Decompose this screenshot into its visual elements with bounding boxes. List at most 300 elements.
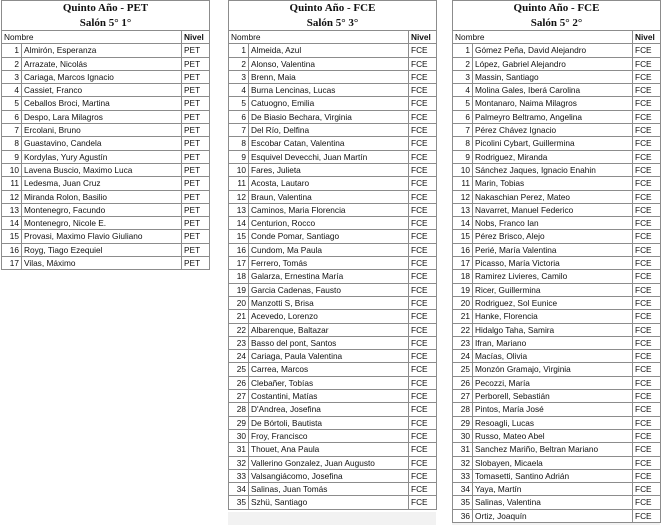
table-row xyxy=(453,310,661,323)
student-name: Molina Gales, Iberá Carolina xyxy=(473,84,633,97)
row-number: 10 xyxy=(2,163,22,176)
table-row xyxy=(453,469,661,482)
student-name: Clebañer, Tobías xyxy=(249,376,409,389)
student-level: FCE xyxy=(409,283,437,296)
row-number: 11 xyxy=(229,177,249,190)
table-row xyxy=(453,217,661,230)
student-name: Perborell, Sebastián xyxy=(473,390,633,403)
row-number: 2 xyxy=(229,57,249,70)
student-level: FCE xyxy=(409,310,437,323)
student-level: FCE xyxy=(633,483,661,496)
student-level: FCE xyxy=(633,217,661,230)
table-row xyxy=(453,190,661,203)
table-row xyxy=(453,323,661,336)
table-subtitle-row xyxy=(229,16,437,31)
student-name: Pecozzi, María xyxy=(473,376,633,389)
student-level: FCE xyxy=(409,363,437,376)
table-row xyxy=(453,57,661,70)
student-level: PET xyxy=(182,137,210,150)
student-level: FCE xyxy=(633,443,661,456)
row-number: 20 xyxy=(229,296,249,309)
student-level: FCE xyxy=(633,150,661,163)
student-level: FCE xyxy=(409,177,437,190)
table-row xyxy=(2,97,210,110)
row-number: 6 xyxy=(453,110,473,123)
table-subtitle-row xyxy=(2,16,210,31)
table-row xyxy=(229,310,437,323)
row-number: 12 xyxy=(453,190,473,203)
student-level: FCE xyxy=(633,416,661,429)
student-name: Cassiet, Franco xyxy=(22,84,182,97)
row-number: 32 xyxy=(453,456,473,469)
row-number: 33 xyxy=(453,469,473,482)
row-number: 7 xyxy=(229,124,249,137)
student-name: Almirón, Esperanza xyxy=(22,44,182,57)
student-name: Pintos, María José xyxy=(473,403,633,416)
student-level: FCE xyxy=(633,270,661,283)
student-name: Picolini Cybart, Guillermina xyxy=(473,137,633,150)
table-row xyxy=(229,203,437,216)
table-row xyxy=(453,124,661,137)
row-number: 30 xyxy=(229,429,249,442)
table-row xyxy=(2,177,210,190)
student-name: Kordylas, Yury Agustín xyxy=(22,150,182,163)
student-name: Carrea, Marcos xyxy=(249,363,409,376)
table-row xyxy=(453,496,661,509)
table-row xyxy=(453,150,661,163)
student-level: FCE xyxy=(633,70,661,83)
table-row xyxy=(453,270,661,283)
row-number: 10 xyxy=(453,163,473,176)
row-number: 10 xyxy=(229,163,249,176)
row-number: 8 xyxy=(229,137,249,150)
table-row xyxy=(453,296,661,309)
student-name: Macías, Olivia xyxy=(473,350,633,363)
row-number: 32 xyxy=(229,456,249,469)
student-name: Vallerino Gonzalez, Juan Augusto xyxy=(249,456,409,469)
row-number: 3 xyxy=(229,70,249,83)
column-header-nivel: Nivel xyxy=(409,31,437,44)
student-name: Acosta, Lautaro xyxy=(249,177,409,190)
row-number: 15 xyxy=(229,230,249,243)
table-subtitle: Salón 5° 2° xyxy=(453,16,661,31)
student-level: FCE xyxy=(633,363,661,376)
table-row xyxy=(229,270,437,283)
row-number: 4 xyxy=(453,84,473,97)
table-row xyxy=(229,124,437,137)
table-title: Quinto Año - FCE xyxy=(229,1,437,16)
table-row xyxy=(453,44,661,57)
table-row xyxy=(453,137,661,150)
table-row xyxy=(453,110,661,123)
table-row xyxy=(453,363,661,376)
student-name: Ortiz, Joaquín xyxy=(473,509,633,522)
student-level: FCE xyxy=(409,296,437,309)
row-number: 34 xyxy=(229,483,249,496)
student-level: PET xyxy=(182,70,210,83)
table-row xyxy=(229,296,437,309)
row-number: 17 xyxy=(453,257,473,270)
student-name: Russo, Mateo Abel xyxy=(473,429,633,442)
table-title: Quinto Año - FCE xyxy=(453,1,661,16)
student-level: FCE xyxy=(409,336,437,349)
row-number: 19 xyxy=(229,283,249,296)
student-name: Perié, María Valentina xyxy=(473,243,633,256)
row-number: 2 xyxy=(453,57,473,70)
student-level: PET xyxy=(182,217,210,230)
table-row xyxy=(453,177,661,190)
student-name: Navarret, Manuel Federico xyxy=(473,203,633,216)
row-number: 9 xyxy=(2,150,22,163)
student-name: Del Río, Delfina xyxy=(249,124,409,137)
row-number: 17 xyxy=(229,257,249,270)
table-row xyxy=(2,84,210,97)
table-row xyxy=(229,230,437,243)
row-number: 2 xyxy=(2,57,22,70)
row-number: 5 xyxy=(2,97,22,110)
table-subtitle: Salón 5° 1° xyxy=(2,16,210,31)
row-number: 12 xyxy=(2,190,22,203)
table-row xyxy=(2,243,210,256)
table-row xyxy=(229,429,437,442)
row-number: 29 xyxy=(229,416,249,429)
student-level: FCE xyxy=(409,243,437,256)
table-row xyxy=(453,230,661,243)
student-level: FCE xyxy=(409,257,437,270)
student-level: PET xyxy=(182,230,210,243)
table-row xyxy=(229,243,437,256)
row-number: 11 xyxy=(453,177,473,190)
student-name: Monzón Gramajo, Virginia xyxy=(473,363,633,376)
row-number: 1 xyxy=(453,44,473,57)
table-row xyxy=(453,283,661,296)
student-level: FCE xyxy=(633,44,661,57)
student-name: Yaya, Martín xyxy=(473,483,633,496)
table-row xyxy=(229,390,437,403)
student-level: FCE xyxy=(633,124,661,137)
row-number: 14 xyxy=(2,217,22,230)
row-number: 4 xyxy=(2,84,22,97)
table-row xyxy=(229,363,437,376)
table-row xyxy=(2,190,210,203)
student-level: FCE xyxy=(633,257,661,270)
student-level: FCE xyxy=(409,137,437,150)
student-name: Szhü, Santiago xyxy=(249,496,409,509)
row-number: 35 xyxy=(453,496,473,509)
student-name: Resoagli, Lucas xyxy=(473,416,633,429)
row-number: 25 xyxy=(229,363,249,376)
student-name: Alonso, Valentina xyxy=(249,57,409,70)
row-number: 14 xyxy=(229,217,249,230)
student-name: Burna Lencinas, Lucas xyxy=(249,84,409,97)
student-name: Garcia Cadenas, Fausto xyxy=(249,283,409,296)
row-number: 23 xyxy=(229,336,249,349)
student-level: FCE xyxy=(409,483,437,496)
student-level: PET xyxy=(182,190,210,203)
student-name: Lavena Buscio, Maximo Luca xyxy=(22,163,182,176)
student-name: Arrazate, Nicolás xyxy=(22,57,182,70)
row-number: 5 xyxy=(453,97,473,110)
row-number: 18 xyxy=(453,270,473,283)
table-row xyxy=(229,97,437,110)
table-row xyxy=(2,110,210,123)
student-level: PET xyxy=(182,203,210,216)
table-row xyxy=(229,44,437,57)
table-row xyxy=(229,443,437,456)
student-name: Slobayen, Micaela xyxy=(473,456,633,469)
student-level: FCE xyxy=(633,456,661,469)
table-row xyxy=(229,336,437,349)
student-level: FCE xyxy=(409,57,437,70)
row-number: 24 xyxy=(453,350,473,363)
student-level: FCE xyxy=(633,203,661,216)
student-name: Cariaga, Marcos Ignacio xyxy=(22,70,182,83)
row-number: 35 xyxy=(229,496,249,509)
student-level: FCE xyxy=(633,84,661,97)
student-name: López, Gabriel Alejandro xyxy=(473,57,633,70)
student-level: FCE xyxy=(633,509,661,522)
student-level: FCE xyxy=(633,323,661,336)
student-level: FCE xyxy=(409,403,437,416)
student-name: Escobar Catan, Valentina xyxy=(249,137,409,150)
table-row xyxy=(453,243,661,256)
student-name: Albarenque, Baltazar xyxy=(249,323,409,336)
student-level: FCE xyxy=(633,403,661,416)
table-row xyxy=(229,350,437,363)
table-title-row xyxy=(2,1,210,16)
panel-shadow xyxy=(228,512,436,525)
table-panel-fce-5-3 xyxy=(228,0,436,510)
student-level: PET xyxy=(182,57,210,70)
row-number: 25 xyxy=(453,363,473,376)
student-level: FCE xyxy=(409,350,437,363)
student-name: Almeida, Azul xyxy=(249,44,409,57)
student-name: Esquivel Devecchi, Juan Martín xyxy=(249,150,409,163)
table-row xyxy=(453,97,661,110)
student-level: FCE xyxy=(633,469,661,482)
row-number: 1 xyxy=(229,44,249,57)
row-number: 31 xyxy=(453,443,473,456)
student-level: PET xyxy=(182,124,210,137)
table-row xyxy=(229,163,437,176)
table-row xyxy=(229,177,437,190)
student-level: FCE xyxy=(409,443,437,456)
table-subtitle-row xyxy=(453,16,661,31)
table-title: Quinto Año - PET xyxy=(2,1,210,16)
row-number: 5 xyxy=(229,97,249,110)
column-header-nivel: Nivel xyxy=(633,31,661,44)
column-header-row xyxy=(2,31,210,44)
student-name: Provasi, Maximo Flavio Giuliano xyxy=(22,230,182,243)
student-level: FCE xyxy=(409,84,437,97)
row-number: 22 xyxy=(229,323,249,336)
student-name: Galarza, Ernestina María xyxy=(249,270,409,283)
student-name: Brenn, Maia xyxy=(249,70,409,83)
table-row xyxy=(453,509,661,522)
student-name: Guastavino, Candela xyxy=(22,137,182,150)
student-level: FCE xyxy=(409,110,437,123)
student-level: FCE xyxy=(409,203,437,216)
table-row xyxy=(229,483,437,496)
row-number: 13 xyxy=(453,203,473,216)
student-name: Hanke, Florencia xyxy=(473,310,633,323)
student-level: FCE xyxy=(409,124,437,137)
row-number: 12 xyxy=(229,190,249,203)
row-number: 8 xyxy=(453,137,473,150)
row-number: 1 xyxy=(2,44,22,57)
student-level: FCE xyxy=(633,137,661,150)
table-row xyxy=(229,376,437,389)
row-number: 6 xyxy=(2,110,22,123)
student-name: Miranda Rolon, Basilio xyxy=(22,190,182,203)
student-level: PET xyxy=(182,163,210,176)
student-level: FCE xyxy=(409,150,437,163)
table-row xyxy=(229,137,437,150)
table-row xyxy=(229,190,437,203)
row-number: 27 xyxy=(229,390,249,403)
student-level: FCE xyxy=(409,469,437,482)
row-number: 15 xyxy=(453,230,473,243)
student-level: PET xyxy=(182,110,210,123)
student-name: Centurion, Rocco xyxy=(249,217,409,230)
row-number: 3 xyxy=(2,70,22,83)
table-row xyxy=(229,70,437,83)
student-name: Ferrero, Tomás xyxy=(249,257,409,270)
student-level: FCE xyxy=(409,496,437,509)
student-name: Picasso, María Victoria xyxy=(473,257,633,270)
table-row xyxy=(453,84,661,97)
student-name: Montenegro, Nicole E. xyxy=(22,217,182,230)
student-level: FCE xyxy=(633,110,661,123)
table-title-row xyxy=(229,1,437,16)
table-row xyxy=(453,403,661,416)
student-name: Cariaga, Paula Valentina xyxy=(249,350,409,363)
table-row xyxy=(229,217,437,230)
student-level: FCE xyxy=(633,496,661,509)
student-name: Despo, Lara Milagros xyxy=(22,110,182,123)
student-name: Royg, Tiago Ezequiel xyxy=(22,243,182,256)
student-level: FCE xyxy=(633,283,661,296)
student-level: FCE xyxy=(409,97,437,110)
row-number: 23 xyxy=(453,336,473,349)
table-row xyxy=(453,429,661,442)
table-row xyxy=(229,456,437,469)
table-row xyxy=(229,469,437,482)
student-level: PET xyxy=(182,243,210,256)
student-name: Rodriguez, Miranda xyxy=(473,150,633,163)
student-name: Ramirez Livieres, Camilo xyxy=(473,270,633,283)
table-row xyxy=(229,496,437,509)
student-level: FCE xyxy=(409,44,437,57)
row-number: 9 xyxy=(229,150,249,163)
student-level: PET xyxy=(182,177,210,190)
student-name: Manzotti S, Brisa xyxy=(249,296,409,309)
row-number: 16 xyxy=(453,243,473,256)
row-number: 8 xyxy=(2,137,22,150)
student-level: FCE xyxy=(633,57,661,70)
student-level: FCE xyxy=(409,163,437,176)
row-number: 29 xyxy=(453,416,473,429)
student-name: Ricer, Guillermina xyxy=(473,283,633,296)
column-header-nombre: Nombre xyxy=(2,31,182,44)
student-table xyxy=(452,0,661,523)
student-name: Nobs, Franco Ian xyxy=(473,217,633,230)
row-number: 6 xyxy=(229,110,249,123)
row-number: 9 xyxy=(453,150,473,163)
student-name: Ercolani, Bruno xyxy=(22,124,182,137)
student-name: Salinas, Valentina xyxy=(473,496,633,509)
student-level: FCE xyxy=(409,270,437,283)
table-row xyxy=(453,376,661,389)
row-number: 34 xyxy=(453,483,473,496)
row-number: 18 xyxy=(229,270,249,283)
column-header-row xyxy=(453,31,661,44)
student-name: Nakaschian Perez, Mateo xyxy=(473,190,633,203)
student-level: FCE xyxy=(409,376,437,389)
student-level: FCE xyxy=(633,336,661,349)
table-row xyxy=(2,57,210,70)
student-name: Gómez Peña, David Alejandro xyxy=(473,44,633,57)
student-name: Sánchez Jaques, Ignacio Enahin xyxy=(473,163,633,176)
table-row xyxy=(2,137,210,150)
row-number: 27 xyxy=(453,390,473,403)
row-number: 21 xyxy=(453,310,473,323)
table-row xyxy=(229,57,437,70)
student-level: FCE xyxy=(633,230,661,243)
row-number: 28 xyxy=(453,403,473,416)
student-level: FCE xyxy=(633,429,661,442)
row-number: 21 xyxy=(229,310,249,323)
row-number: 13 xyxy=(2,203,22,216)
row-number: 3 xyxy=(453,70,473,83)
table-row xyxy=(229,257,437,270)
table-row xyxy=(453,390,661,403)
student-name: Valsangiácomo, Josefina xyxy=(249,469,409,482)
student-level: FCE xyxy=(409,429,437,442)
table-row xyxy=(229,150,437,163)
table-row xyxy=(453,456,661,469)
student-name: Braun, Valentina xyxy=(249,190,409,203)
student-level: PET xyxy=(182,84,210,97)
student-name: De Biasio Bechara, Virginia xyxy=(249,110,409,123)
row-number: 16 xyxy=(2,243,22,256)
table-row xyxy=(453,70,661,83)
row-number: 15 xyxy=(2,230,22,243)
student-level: FCE xyxy=(409,217,437,230)
student-level: FCE xyxy=(633,243,661,256)
row-number: 26 xyxy=(453,376,473,389)
table-row xyxy=(453,336,661,349)
row-number: 20 xyxy=(453,296,473,309)
table-row xyxy=(453,163,661,176)
student-name: Palmeyro Beltramo, Angelina xyxy=(473,110,633,123)
student-name: Montenegro, Facundo xyxy=(22,203,182,216)
table-row xyxy=(2,257,210,270)
student-name: Catuogno, Emilia xyxy=(249,97,409,110)
student-name: Caminos, Maria Florencia xyxy=(249,203,409,216)
student-level: FCE xyxy=(409,230,437,243)
table-row xyxy=(229,416,437,429)
student-level: PET xyxy=(182,257,210,270)
row-number: 13 xyxy=(229,203,249,216)
student-name: Costantini, Matías xyxy=(249,390,409,403)
student-name: Conde Pomar, Santiago xyxy=(249,230,409,243)
student-name: Cundom, Ma Paula xyxy=(249,243,409,256)
student-level: FCE xyxy=(409,70,437,83)
student-name: Marin, Tobias xyxy=(473,177,633,190)
table-row xyxy=(229,110,437,123)
student-name: De Bórtoli, Bautista xyxy=(249,416,409,429)
